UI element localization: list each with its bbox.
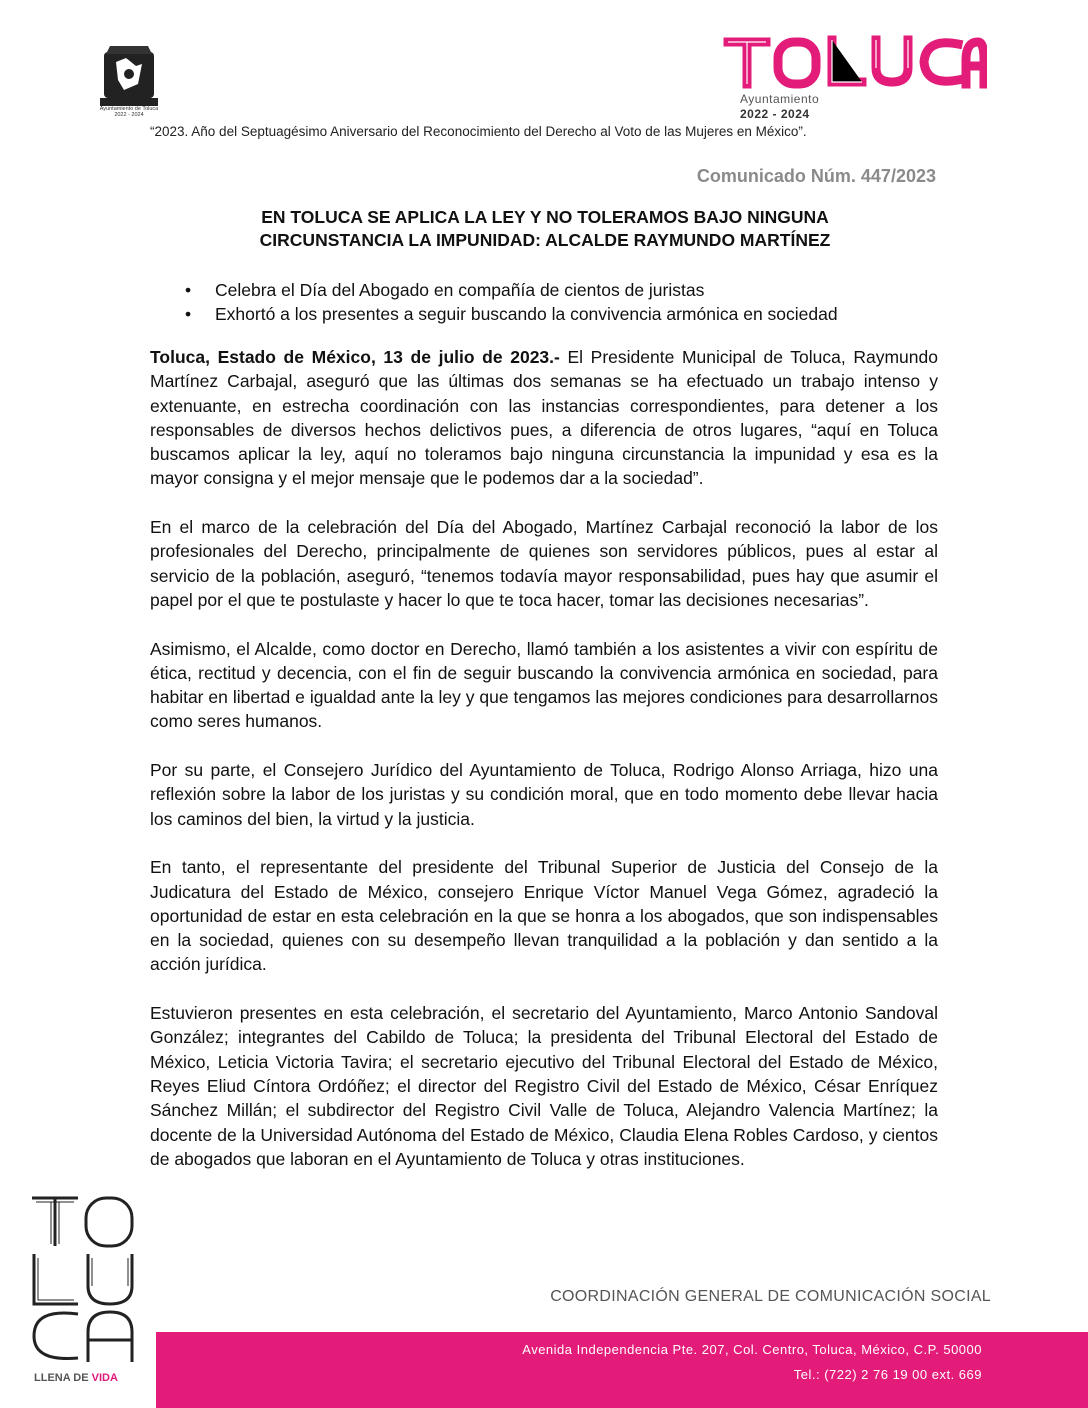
article-body [150, 345, 938, 1195]
paragraph-4: Por su parte, el Consejero Jurídico del Ayuntamiento de Toluca, Rodrigo Alonso Arriaga, hizo una reflexión sobre la labor de los juristas y su condición moral, que en todo momento debe llevar hacia los caminos del bien, la virtud y la justicia. [150, 760, 938, 829]
footer-phone: Tel.: (722) 2 76 19 00 ext. 669 [793, 1367, 982, 1382]
paragraph-6: Estuvieron presentes en esta celebración, el secretario del Ayuntamiento, Marco Antonio Sandoval González; integrantes del Cabildo de Toluca; la presidenta del Tribunal Electoral del Estado de México, Leticia Victoria Tavira; el secretario ejecutivo del Tribunal Electoral del Estado de México, Reyes Eliud Cíntora Ordóñez; el director del Registro Civil del Estado de México, César Enríquez Sánchez Millán; el subdirector del Registro Civil Valle de Toluca, Alejandro Valencia Martínez; la docente de la Universidad Autónoma del Estado de México, Claudia Elena Robles Cardoso, y cientos de abogados que laboran en el Ayuntamiento de Toluca y otras instituciones. [150, 1003, 938, 1169]
brand-years: 2022 - 2024 [740, 107, 810, 121]
seal-caption-years: 2022 - 2024 [114, 112, 144, 118]
bullet-item: • Celebra el Día del Abogado en compañía de cientos de juristas [185, 278, 838, 302]
brand-subtitle: Ayuntamiento [740, 92, 820, 106]
paragraph-1 [150, 345, 938, 491]
toluca-brand-logo [722, 34, 987, 130]
slogan-part-1: LLENA DE [34, 1372, 92, 1384]
paragraph-3: Asimismo, el Alcalde, como doctor en Derecho, llamó también a los asistentes a vivir con espíritu de ética, rectitud y decencia, con el fin de seguir buscando la convivencia armónica en sociedad, para habitar en libertad e igualdad ante la ley y que tengamos las mejores condiciones para desarrollarnos como seres humanos. [150, 638, 938, 732]
headline [150, 206, 940, 252]
toluca-wordmark [722, 34, 987, 90]
paragraph-2: En el marco de la celebración del Día del Abogado, Martínez Carbajal reconoció la labor de los profesionales del Derecho, principalmente de quienes son servidores públicos, pues al estar al servicio de la población, aseguró, “tenemos todavía mayor responsabilidad, pues hay que asumir el papel por el que te postulaste y hacer lo que te toca hacer, tomar las decisiones necesarias”. [150, 517, 938, 610]
comunicado-number: Comunicado Núm. 447/2023 [696, 166, 936, 186]
coordination-name: COORDINACIÓN GENERAL DE COMUNICACIÓN SOCIAL [550, 1288, 991, 1305]
footer-address: Avenida Independencia Pte. 207, Col. Centro, Toluca, México, C.P. 50000 [522, 1342, 982, 1357]
headline-line-1: EN TOLUCA SE APLICA LA LEY Y NO TOLERAMOS BAJO NINGUNA [261, 207, 829, 227]
slogan [34, 1372, 118, 1384]
toluca-vertical-logo [28, 1192, 138, 1366]
bullet-item: • Exhortó a los presentes a seguir buscando la convivencia armónica en sociedad [185, 302, 838, 326]
slogan-part-2: VIDA [91, 1372, 118, 1384]
seal-caption [86, 106, 172, 118]
headline-line-2: CIRCUNSTANCIA LA IMPUNIDAD: ALCALDE RAYMUNDO MARTÍNEZ [259, 230, 831, 250]
year-motto: “2023. Año del Septuagésimo Aniversario del Reconocimiento del Derecho al Voto de las Mujeres en México”. [150, 124, 807, 139]
summary-bullets [185, 278, 838, 326]
dateline: Toluca, Estado de México, 13 de julio de 2023.- [150, 347, 560, 367]
paragraph-1-text: El Presidente Municipal de Toluca, Raymundo Martínez Carbajal, aseguró que las últimas dos semanas se ha efectuado un trabajo intenso y extenuante, en estrecha coordinación con las instancias correspondientes, para detener a los responsables de diversos hechos delictivos pues, a diferencia de otros lugares, “aquí en Toluca buscamos aplicar la ley, aquí no toleramos bajo ninguna circunstancia la impunidad y esa es la mayor consigna y el mejor mensaje que le podemos dar a la sociedad”. [150, 347, 938, 489]
paragraph-5: En tanto, el representante del presidente del Tribunal Superior de Justicia del Consejo de la Judicatura del Estado de México, consejero Enrique Víctor Manuel Vega Gómez, agradeció la oportunidad de estar en esta celebración en la que se honra a los abogados, que son indispensables en la sociedad, quienes con su desempeño llevan tranquilidad a la población y dan sentido a la acción jurídica. [150, 857, 938, 975]
seal-caption-name: Ayuntamiento de Toluca [99, 106, 159, 112]
